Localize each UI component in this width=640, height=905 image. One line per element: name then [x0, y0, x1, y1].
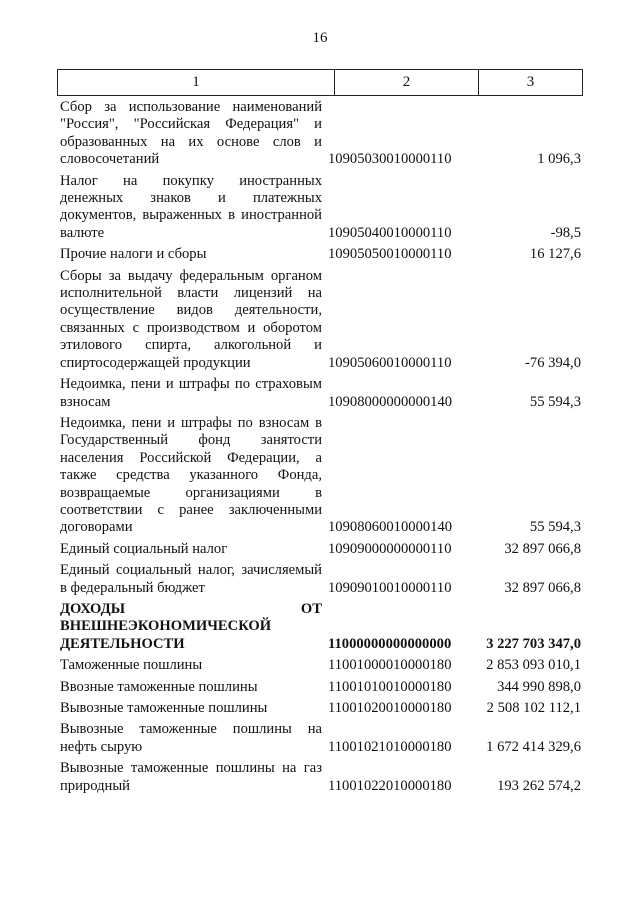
table-row	[57, 657, 583, 674]
row-value: 32 897 066,8	[504, 540, 581, 557]
row-code: 10905040010000110	[328, 224, 452, 241]
row-value: -98,5	[550, 224, 581, 241]
header-col-3: 3	[526, 74, 535, 90]
budget-table	[57, 69, 583, 799]
table-row	[57, 415, 583, 537]
row-value: 55 594,3	[529, 393, 581, 410]
row-code: 11001020010000180	[328, 700, 452, 716]
table-row	[57, 760, 583, 795]
row-code: 11001021010000180	[328, 738, 452, 755]
table-row	[57, 173, 583, 243]
row-name: Недоимка, пени и штрафы по страховым взносам	[60, 376, 322, 410]
row-code: 10908000000000140	[328, 393, 453, 410]
table-row	[57, 268, 583, 372]
row-value: 16 127,6	[529, 246, 581, 263]
row-value: 344 990 898,0	[497, 678, 581, 695]
row-code: 10905030010000110	[328, 151, 452, 168]
header-col-2: 2	[335, 70, 479, 95]
table-row	[57, 562, 583, 597]
page-number: 16	[312, 30, 328, 46]
row-code: 11001000010000180	[328, 657, 452, 674]
row-name: Сбор за использование наименований "Россия", "Российская Федерация" и образованных на их основе слов и словосочетаний	[60, 99, 322, 168]
row-code: 10905050010000110	[328, 246, 452, 263]
row-value: 32 897 066,8	[504, 579, 581, 596]
row-name: Налог на покупку иностранных денежных знаков и платежных документов, выраженных в иностранной валюте	[60, 172, 322, 241]
row-value: 2 508 102 112,1	[486, 700, 581, 716]
table-row	[57, 376, 583, 411]
table-row	[57, 99, 583, 169]
row-name: Единый социальный налог	[60, 540, 228, 557]
row-code: 11001010010000180	[328, 678, 452, 695]
row-name: Единый социальный налог, зачисляемый в федеральный бюджет	[60, 562, 322, 596]
row-name: Вывозные таможенные пошлины	[60, 700, 268, 716]
table-row	[57, 541, 583, 558]
row-value: 1 672 414 329,6	[486, 738, 581, 755]
row-code: 10909000000000110	[328, 540, 452, 557]
row-code: 10909010010000110	[328, 579, 452, 596]
table-row	[57, 246, 583, 263]
row-value: -76 394,0	[525, 354, 581, 371]
table-row	[57, 721, 583, 756]
row-value: 3 227 703 347,0	[486, 635, 581, 652]
row-value: 2 853 093 010,1	[486, 657, 581, 674]
row-code: 10908060010000140	[328, 519, 453, 536]
row-name: Вывозные таможенные пошлины на газ природный	[60, 760, 322, 794]
table-body	[57, 99, 583, 795]
row-value: 1 096,3	[537, 151, 581, 168]
row-name: Прочие налоги и сборы	[60, 246, 207, 263]
row-value: 55 594,3	[529, 519, 581, 536]
row-code: 11000000000000000	[328, 635, 452, 652]
table-header	[57, 69, 583, 96]
row-code: 10905060010000110	[328, 354, 452, 371]
table-row	[57, 700, 583, 717]
row-name: Таможенные пошлины	[60, 657, 203, 674]
row-name: ДОХОДЫ ОТ ВНЕШНЕЭКОНОМИЧЕСКОЙ ДЕЯТЕЛЬНОСТИ	[60, 600, 322, 652]
row-name: Ввозные таможенные пошлины	[60, 678, 258, 695]
table-row-section-total	[57, 601, 583, 653]
row-value: 193 262 574,2	[497, 777, 581, 794]
row-code: 11001022010000180	[328, 777, 452, 794]
header-col-1: 1	[58, 70, 335, 95]
table-row	[57, 679, 583, 696]
row-name: Сборы за выдачу федеральным органом исполнительной власти лицензий на осуществление видов деятельности, связанных с производством и оборотом этилового спирта, алкогольной и спиртосодержащей продукции	[60, 267, 322, 371]
row-name: Вывозные таможенные пошлины на нефть сырую	[60, 721, 322, 755]
row-name: Недоимка, пени и штрафы по взносам в Государственный фонд занятости населения Российской Федерации, а также средства указанного Фонда, возвращаемые организациями в соответствии с ранее заключенными договорами	[60, 414, 322, 536]
